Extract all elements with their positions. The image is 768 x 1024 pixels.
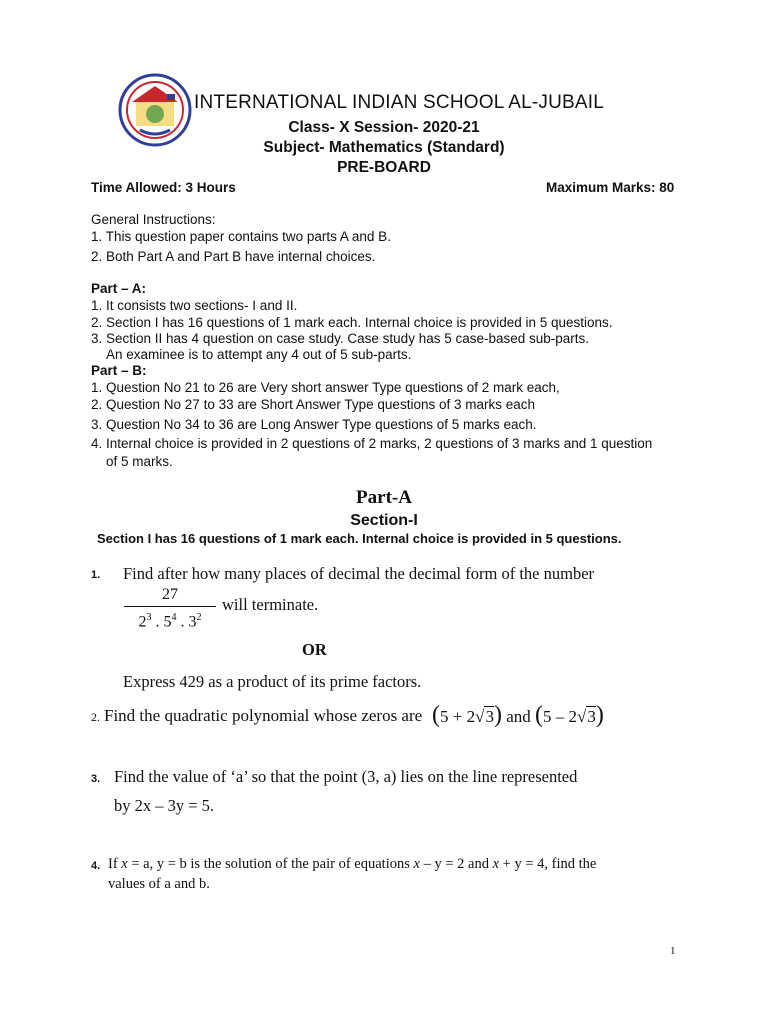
question-1-text: Find after how many places of decimal the decimal form of the number <box>123 564 595 583</box>
general-instructions-heading: General Instructions: <box>91 212 216 227</box>
question-4-line-1: If x = a, y = b is the solution of the pair of equations x – y = 2 and x + y = 4, find the <box>108 856 597 872</box>
part-a-title: Part-A <box>356 487 412 508</box>
question-1-alternative: Express 429 as a product of its prime factors. <box>123 672 422 691</box>
question-number: 2. <box>91 710 100 724</box>
fraction-denominator: $2^3$ . $5^4$ . $3^2$ <box>138 612 202 631</box>
question-1-suffix: will terminate. <box>222 595 319 614</box>
question-number: 1. <box>91 569 101 581</box>
part-b-instruction-item: of 5 marks. <box>106 454 173 469</box>
school-name: INTERNATIONAL INDIAN SCHOOL AL-JUBAIL <box>194 92 604 113</box>
question-3-line-1: Find the value of ‘a’ so that the point (3, a) lies on the line represented <box>114 767 578 786</box>
section-note: Section I has 16 questions of 1 mark each. Internal choice is provided in 5 questions. <box>97 531 622 546</box>
question-2-text: Find the quadratic polynomial whose zeros are <box>104 706 423 725</box>
question-2-zeros: (5 + 2√3) and (5 – 2√3) <box>432 702 604 728</box>
question-4-line-2: values of a and b. <box>108 876 210 892</box>
part-b-instruction-item: 3. Question No 34 to 36 are Long Answer Type questions of 5 marks each. <box>91 417 537 432</box>
page-number: 1 <box>670 945 676 957</box>
maximum-marks: Maximum Marks: 80 <box>546 180 675 195</box>
part-b-instructions-heading: Part – B: <box>91 363 147 378</box>
question-number: 4. <box>91 860 101 872</box>
exam-title: PRE-BOARD <box>337 159 431 176</box>
question-1-fraction <box>124 586 216 631</box>
question-number: 3. <box>91 773 101 785</box>
part-a-instruction-item: 3. Section II has 4 question on case study. Case study has 5 case-based sub-parts. <box>91 331 590 346</box>
part-a-instruction-item: An examinee is to attempt any 4 out of 5 sub-parts. <box>106 347 412 362</box>
or-label: OR <box>302 640 327 659</box>
fraction-numerator: 27 <box>162 586 178 603</box>
class-session: Class- X Session- 2020-21 <box>288 119 480 136</box>
part-a-instruction-item: 1. It consists two sections- I and II. <box>91 298 298 313</box>
general-instruction-item: 1. This question paper contains two parts A and B. <box>91 229 391 244</box>
fraction-bar <box>124 606 216 607</box>
time-allowed: Time Allowed: 3 Hours <box>91 180 236 195</box>
part-b-instruction-item: 2. Question No 27 to 33 are Short Answer Type questions of 3 marks each <box>91 397 536 412</box>
subject-title: Subject- Mathematics (Standard) <box>263 139 505 156</box>
part-b-instruction-item: 1. Question No 21 to 26 are Very short answer Type questions of 2 mark each, <box>91 380 560 395</box>
part-a-instructions-heading: Part – A: <box>91 281 147 296</box>
general-instruction-item: 2. Both Part A and Part B have internal choices. <box>91 249 376 264</box>
question-3-line-2: by 2x – 3y = 5. <box>114 796 215 815</box>
and-label: and <box>506 707 531 726</box>
part-a-instruction-item: 2. Section I has 16 questions of 1 mark each. Internal choice is provided in 5 questions. <box>91 315 613 330</box>
section-title: Section-I <box>350 512 418 529</box>
part-b-instruction-item: 4. Internal choice is provided in 2 questions of 2 marks, 2 questions of 3 marks and 1 question <box>91 436 653 451</box>
